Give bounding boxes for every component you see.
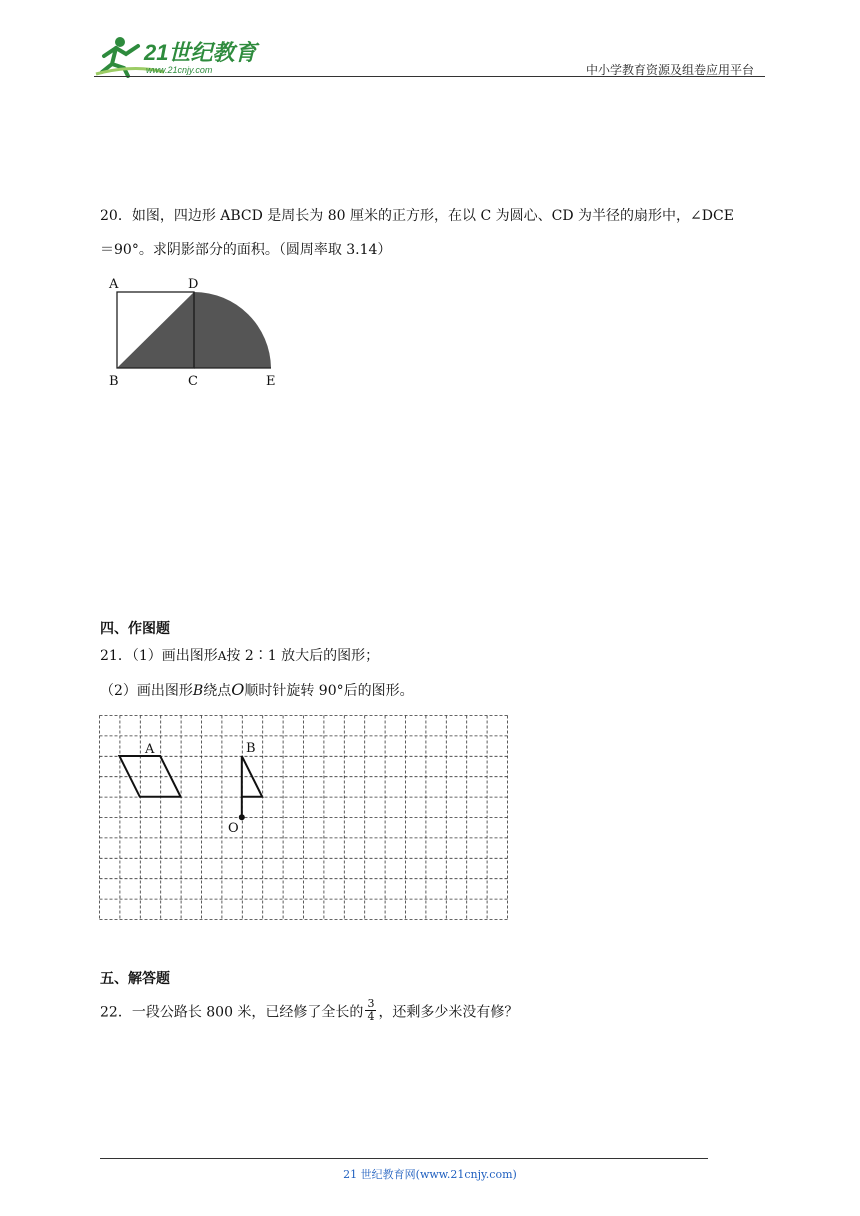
q21-point-o: [239, 814, 245, 820]
q22-fraction-denominator: 4: [367, 1010, 375, 1023]
q22-suffix: ，还剩多少米没有修？: [378, 1004, 519, 1021]
q22-text: [100, 997, 519, 1025]
q20-figure: [100, 272, 290, 392]
q21-grid-figure: [99, 715, 511, 921]
q21-part2-prefix: （2）画出图形: [100, 683, 193, 699]
header-platform-text: 中小学教育资源及组卷应用平台: [585, 63, 754, 77]
q20-label-a: A: [109, 277, 119, 292]
q21-part2-point: O: [231, 680, 245, 699]
q22-fraction: [365, 998, 376, 1023]
q20-label-d: D: [188, 277, 199, 292]
q22-prefix: 22．一段公路长 800 米，已经修了全长的: [100, 1004, 364, 1021]
q21-part1-suffix: 按 2∶1 放大后的图形；: [226, 648, 380, 664]
q21-part2: [100, 680, 414, 701]
q21-part2-mid: 绕点: [203, 683, 232, 699]
q21-part2-letter: B: [192, 683, 204, 699]
section-4-title: 四、作图题: [100, 621, 170, 637]
q20-label-e: E: [266, 374, 276, 389]
q21-label-a: A: [145, 742, 155, 757]
header-divider: [94, 76, 765, 77]
q20-text-line2: ＝90°。求阴影部分的面积。（圆周率取 3.14）: [100, 242, 392, 258]
section-5-title: 五、解答题: [100, 971, 170, 987]
q21-part1: [100, 646, 379, 666]
footer-divider: [100, 1158, 708, 1159]
q22-fraction-numerator: 3: [367, 997, 375, 1010]
q21-label-o: O: [228, 821, 239, 836]
q20-label-b: B: [109, 374, 119, 389]
q21-grid: [100, 716, 508, 920]
q21-part1-letter: A: [217, 649, 227, 663]
logo-url: www.21cnjy.com: [146, 65, 213, 75]
logo-text: 21世纪教育: [144, 40, 257, 65]
footer-text: 21 世纪教育网(www.21cnjy.com): [343, 1168, 517, 1181]
q20-text-line1: 20．如图，四边形 ABCD 是周长为 80 厘米的正方形，在以 C 为圆心、CD 为半径的扇形中，∠DCE: [100, 208, 734, 224]
q20-label-c: C: [188, 374, 198, 389]
q21-label-b: B: [246, 741, 256, 756]
q21-part1-prefix: 21．（1）画出图形: [100, 648, 218, 664]
site-logo: [94, 34, 264, 78]
q21-part2-suffix: 顺时针旋转 90°后的图形。: [244, 683, 414, 699]
